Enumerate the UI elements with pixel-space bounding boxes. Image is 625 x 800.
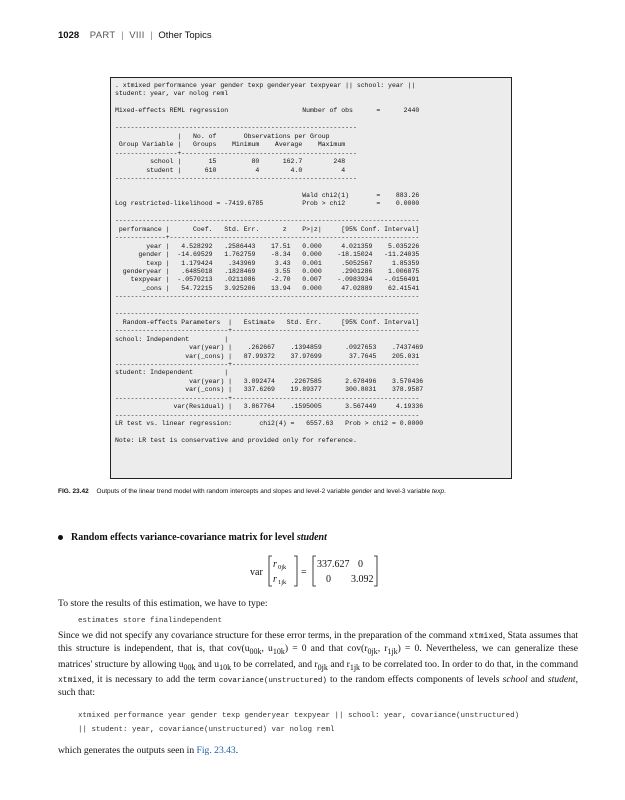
matrix-cell-12: 0 bbox=[358, 559, 363, 570]
caption-text: Outputs of the linear trend model with random intercepts and slopes and level-2 variable bbox=[96, 488, 350, 495]
paragraph-outputs-ref bbox=[58, 745, 578, 757]
p2-code: xtmixed bbox=[469, 632, 503, 641]
p2-sub: 0jk bbox=[317, 662, 328, 672]
part-number: VIII bbox=[129, 30, 145, 41]
p2-code: covariance(unstructured) bbox=[218, 676, 327, 685]
caption-var-texp: texp bbox=[431, 488, 445, 495]
p2-sub: 00k bbox=[249, 647, 262, 657]
code-xtmixed-unstructured-1: xtmixed performance year gender texp genderyear texpyear || school: year, covariance(unstructured) bbox=[78, 712, 520, 720]
p2-sub: 10k bbox=[219, 662, 232, 672]
p2-text: , Stata assumes that this structure is independent, that is, that cov(u bbox=[58, 630, 579, 655]
p2-italic: school bbox=[502, 673, 528, 685]
page-number: 1028 bbox=[58, 30, 80, 41]
paragraph-store-results: To store the results of this estimation, we have to type: bbox=[58, 598, 268, 609]
code-estimates-store: estimates store finalindependent bbox=[78, 617, 223, 625]
p2-text: , it is necessary to add the term bbox=[91, 673, 219, 685]
code-xtmixed-unstructured-2: || student: year, covariance(unstructured) var nolog reml bbox=[78, 726, 335, 734]
running-header bbox=[58, 30, 212, 41]
p2-sub: 0jk bbox=[367, 647, 378, 657]
figure-label: FIG. 23.42 bbox=[58, 488, 89, 495]
p2-text: ) = 0 and that cov(r bbox=[284, 643, 368, 655]
p2-text: ) = 0. Nevertheless, we can generalize these matrices' structure by allowing u bbox=[58, 643, 579, 670]
caption-var-gender: gender bbox=[351, 488, 372, 495]
part-label: PART bbox=[89, 30, 116, 41]
p2-code: xtmixed bbox=[58, 675, 92, 685]
figure-caption bbox=[58, 488, 578, 495]
part-title: Other Topics bbox=[158, 30, 212, 41]
stata-output-box bbox=[110, 77, 512, 479]
p3-text: which generates the outputs seen in bbox=[58, 745, 197, 756]
stata-output-text: . xtmixed performance year gender texp genderyear texpyear || school: year || student: year, var nolog reml Mixed-effects REML regression Number of obs = 2440 -------------------------------------------------------------- | No. of Observations per Group Group Variable | Groups Minimum Average Maximum ----------------+--------------------------------------------- school | 15 80 162.7 248 student | 610 4 4.0 4 -------------------------------------------------------------- Wald chi2(1) = 883.26 Log restricted-likelihood = -7419.6785 Prob > chi2 = 0.0000 ------------------------------------------------------------------------------ performance | Coef. Std. Err. z P>|z| [95% Conf. Interval] -------------+---------------------------------------------------------------- year | 4.528292 .2586443 17.51 0.000 4.021359 5.035226 gender | -14.69529 1.762759 -8.34 0.000 -18.15024 -11.24035 texp | 1.179424 .343969 3.43 0.001 .5052567 1.85359 genderyear | .6485018 .1828469 3.55 0.000 .2901286 1.006875 texpyear | -.0570213 .0211086 -2.70 0.007 -.0983934 -.0156491 _cons | 54.72215 3.925206 13.94 0.000 47.02889 62.41541 ------------------------------------------------------------------------------ ------------------------------------------------------------------------------ Random-effects Parameters | Estimate Std. Err. [95% Conf. Interval] -----------------------------+------------------------------------------------ school: Independent | var(year) | .262667 .1394859 .0927653 .7437469 var(_cons) | 87.99372 37.97699 37.7645 205.031 -----------------------------+------------------------------------------------ student: Independent | var(year) | 3.092474 .2267585 2.678496 3.570436 var(_cons) | 337.6269 19.89377 300.8031 378.9587 -----------------------------+------------------------------------------------ var(Residual) | 3.867764 .1595005 3.567449 4.19336 ------------------------------------------------------------------------------ LR test vs. linear regression: chi2(4) = 6557.63 Prob > chi2 = 0.0000 Note: LR test is conservative and provided only for reference. bbox=[115, 82, 424, 445]
vector-r1: r bbox=[273, 574, 277, 585]
vector-r1-sub: 1jk bbox=[278, 579, 287, 586]
paragraph-covariance-structure bbox=[58, 630, 578, 699]
p2-text: and r bbox=[327, 658, 350, 670]
vector-r0: r bbox=[273, 559, 277, 570]
vector-r0-sub: 0jk bbox=[278, 564, 287, 571]
p2-sub: 1jk bbox=[387, 647, 398, 657]
bullet-icon bbox=[58, 535, 63, 540]
header-separator: | bbox=[150, 30, 153, 41]
p2-text: Since we did not specify any covariance structure for these error terms, in the preparation of the command bbox=[58, 630, 470, 641]
p2-sub: 1jk bbox=[349, 662, 361, 672]
header-separator: | bbox=[121, 30, 124, 41]
matrix-cell-21: 0 bbox=[326, 574, 331, 585]
section-heading bbox=[58, 532, 327, 543]
heading-italic: student bbox=[296, 532, 327, 543]
matrix-cell-22: 3.092 bbox=[351, 574, 374, 585]
p2-text: to the random effects components of levels bbox=[326, 673, 503, 685]
p2-text: , u bbox=[261, 643, 273, 655]
p2-text: to be correlated, and r bbox=[231, 658, 318, 670]
caption-text: . bbox=[444, 488, 446, 495]
p2-sub: 10k bbox=[272, 647, 285, 657]
variance-matrix-equation bbox=[250, 553, 450, 589]
p2-text: and u bbox=[195, 658, 220, 670]
caption-text: and level-3 variable bbox=[373, 488, 431, 495]
p2-italic: student bbox=[547, 673, 576, 685]
matrix-cell-11: 337.627 bbox=[317, 559, 350, 570]
p2-sub: 00k bbox=[183, 662, 196, 672]
p2-text: , r bbox=[377, 643, 388, 655]
p2-text: to be correlated too. In order to do that, in the command bbox=[360, 658, 578, 670]
p3-text: . bbox=[235, 745, 239, 756]
equals-sign: = bbox=[301, 567, 307, 578]
heading-text: Random effects variance-covariance matrix for level bbox=[71, 532, 295, 543]
p2-text: and bbox=[527, 673, 548, 685]
matrix-var-label: var bbox=[250, 567, 263, 578]
p2-text: , such that: bbox=[58, 673, 578, 698]
figure-reference-link[interactable]: Fig. 23.43 bbox=[196, 745, 236, 756]
